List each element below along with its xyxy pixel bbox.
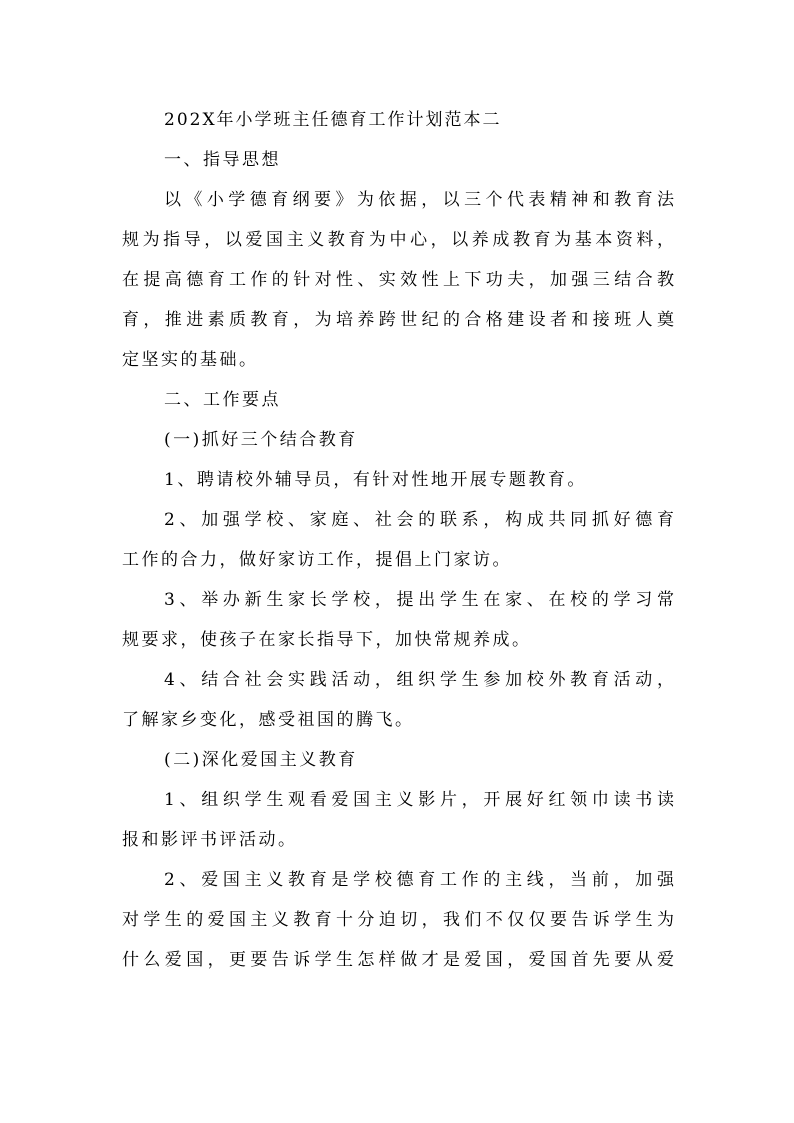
paragraph-line: 规为指导，以爱国主义教育为中心，以养成教育为基本资料，	[122, 230, 674, 250]
section-heading: 一、指导思想	[164, 150, 281, 170]
paragraph-line: 在提高德育工作的针对性、实效性上下功夫，加强三结合教	[122, 270, 674, 290]
paragraph-line: 规要求，使孩子在家长指导下，加快常规养成。	[122, 630, 532, 650]
subsection-heading: (一)抓好三个结合教育	[164, 430, 358, 450]
document-body	[122, 100, 674, 980]
paragraph-line: 1、组织学生观看爱国主义影片，开展好红领巾读书读	[164, 790, 674, 810]
paragraph-line: 了解家乡变化，感受祖国的腾飞。	[122, 710, 415, 730]
paragraph-line: 定坚实的基础。	[122, 350, 259, 370]
section-heading: 二、工作要点	[164, 390, 281, 410]
paragraph-line: 对学生的爱国主义教育十分迫切，我们不仅仅要告诉学生为	[122, 910, 674, 930]
paragraph-line: 1、聘请校外辅导员，有针对性地开展专题教育。	[164, 470, 587, 490]
document-title: 202X年小学班主任德育工作计划范本二	[164, 110, 502, 130]
paragraph-line: 2、加强学校、家庭、社会的联系，构成共同抓好德育	[164, 510, 674, 530]
subsection-heading: (二)深化爱国主义教育	[164, 750, 358, 770]
paragraph-line: 2、爱国主义教育是学校德育工作的主线，当前，加强	[164, 870, 674, 890]
paragraph-line: 育，推进素质教育，为培养跨世纪的合格建设者和接班人奠	[122, 310, 674, 330]
paragraph-line: 报和影评书评活动。	[122, 830, 298, 850]
paragraph-line: 4、结合社会实践活动，组织学生参加校外教育活动，	[164, 670, 674, 690]
paragraph-line: 以《小学德育纲要》为依据，以三个代表精神和教育法	[164, 190, 674, 210]
paragraph-line: 工作的合力，做好家访工作，提倡上门家访。	[122, 550, 512, 570]
paragraph-line: 3、举办新生家长学校，提出学生在家、在校的学习常	[164, 590, 674, 610]
paragraph-line: 什么爱国，更要告诉学生怎样做才是爱国，爱国首先要从爱	[122, 950, 674, 970]
